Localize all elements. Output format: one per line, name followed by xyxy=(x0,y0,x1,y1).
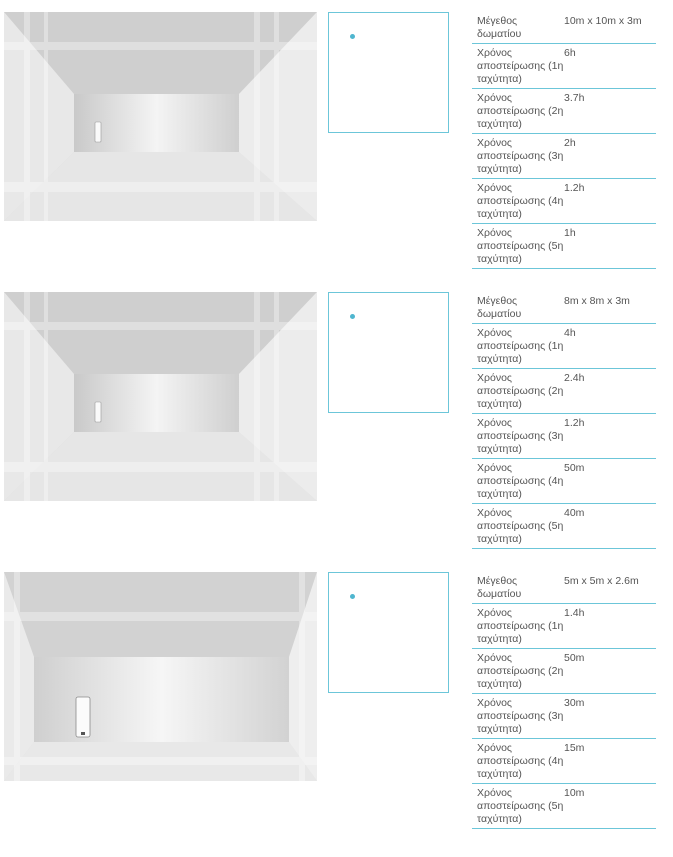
spec-label: Μέγεθος δωματίου xyxy=(477,295,522,320)
spec-label: Μέγεθος δωματίου xyxy=(477,575,522,600)
spec-value: 1.2h xyxy=(564,182,585,194)
spec-label: Χρόνος αποστείρωσης (5η ταχύτητα) xyxy=(477,507,564,545)
table-row xyxy=(472,179,656,224)
room-diagram xyxy=(328,572,449,693)
spec-value: 10m x 10m x 3m xyxy=(564,15,642,27)
spec-value: 3.7h xyxy=(564,92,585,104)
room-block-1 xyxy=(0,0,673,280)
spec-value: 50m xyxy=(564,652,585,664)
table-row xyxy=(472,694,656,739)
spec-label: Χρόνος αποστείρωσης (5η ταχύτητα) xyxy=(477,227,564,265)
spec-value: 10m xyxy=(564,787,585,799)
spec-label: Χρόνος αποστείρωσης (1η ταχύτητα) xyxy=(477,47,564,85)
spec-value: 1.4h xyxy=(564,607,585,619)
spec-label: Χρόνος αποστείρωσης (2η ταχύτητα) xyxy=(477,92,564,130)
spec-label: Χρόνος αποστείρωσης (2η ταχύτητα) xyxy=(477,652,564,690)
table-row xyxy=(472,369,656,414)
device-position-dot xyxy=(350,594,355,599)
table-row xyxy=(472,414,656,459)
table-row xyxy=(472,324,656,369)
spec-value: 50m xyxy=(564,462,585,474)
table-row xyxy=(472,12,656,44)
spec-label: Χρόνος αποστείρωσης (2η ταχύτητα) xyxy=(477,372,564,410)
room-block-2 xyxy=(0,280,673,560)
table-row xyxy=(472,292,656,324)
device-position-dot xyxy=(350,34,355,39)
spec-value: 30m xyxy=(564,697,585,709)
table-row xyxy=(472,572,656,604)
table-row xyxy=(472,224,656,269)
spec-value: 1h xyxy=(564,227,576,239)
table-row xyxy=(472,89,656,134)
room-diagram xyxy=(328,12,449,133)
spec-value: 5m x 5m x 2.6m xyxy=(564,575,639,587)
spec-value: 1.2h xyxy=(564,417,585,429)
room-block-3 xyxy=(0,560,673,840)
spec-label: Χρόνος αποστείρωσης (3η ταχύτητα) xyxy=(477,137,564,175)
spec-label: Χρόνος αποστείρωσης (3η ταχύτητα) xyxy=(477,417,564,455)
spec-label: Χρόνος αποστείρωσης (1η ταχύτητα) xyxy=(477,607,564,645)
spec-label: Χρόνος αποστείρωσης (4η ταχύτητα) xyxy=(477,462,564,500)
spec-label: Χρόνος αποστείρωσης (4η ταχύτητα) xyxy=(477,742,564,780)
table-row xyxy=(472,459,656,504)
table-row xyxy=(472,739,656,784)
device-position-dot xyxy=(350,314,355,319)
spec-label: Χρόνος αποστείρωσης (1η ταχύτητα) xyxy=(477,327,564,365)
spec-value: 6h xyxy=(564,47,576,59)
spec-value: 4h xyxy=(564,327,576,339)
spec-value: 40m xyxy=(564,507,585,519)
spec-label: Μέγεθος δωματίου xyxy=(477,15,522,40)
table-row xyxy=(472,504,656,549)
spec-value: 2h xyxy=(564,137,576,149)
spec-value: 15m xyxy=(564,742,585,754)
table-row xyxy=(472,134,656,179)
specs-table xyxy=(472,12,656,269)
spec-label: Χρόνος αποστείρωσης (4η ταχύτητα) xyxy=(477,182,564,220)
room-image xyxy=(4,12,317,221)
spec-label: Χρόνος αποστείρωσης (5η ταχύτητα) xyxy=(477,787,564,825)
room-image xyxy=(4,292,317,501)
room-diagram xyxy=(328,292,449,413)
room-image xyxy=(4,572,317,781)
table-row xyxy=(472,784,656,829)
specs-table xyxy=(472,572,656,829)
table-row xyxy=(472,649,656,694)
specs-table xyxy=(472,292,656,549)
table-row xyxy=(472,44,656,89)
table-row xyxy=(472,604,656,649)
spec-value: 2.4h xyxy=(564,372,585,384)
spec-label: Χρόνος αποστείρωσης (3η ταχύτητα) xyxy=(477,697,564,735)
spec-value: 8m x 8m x 3m xyxy=(564,295,630,307)
